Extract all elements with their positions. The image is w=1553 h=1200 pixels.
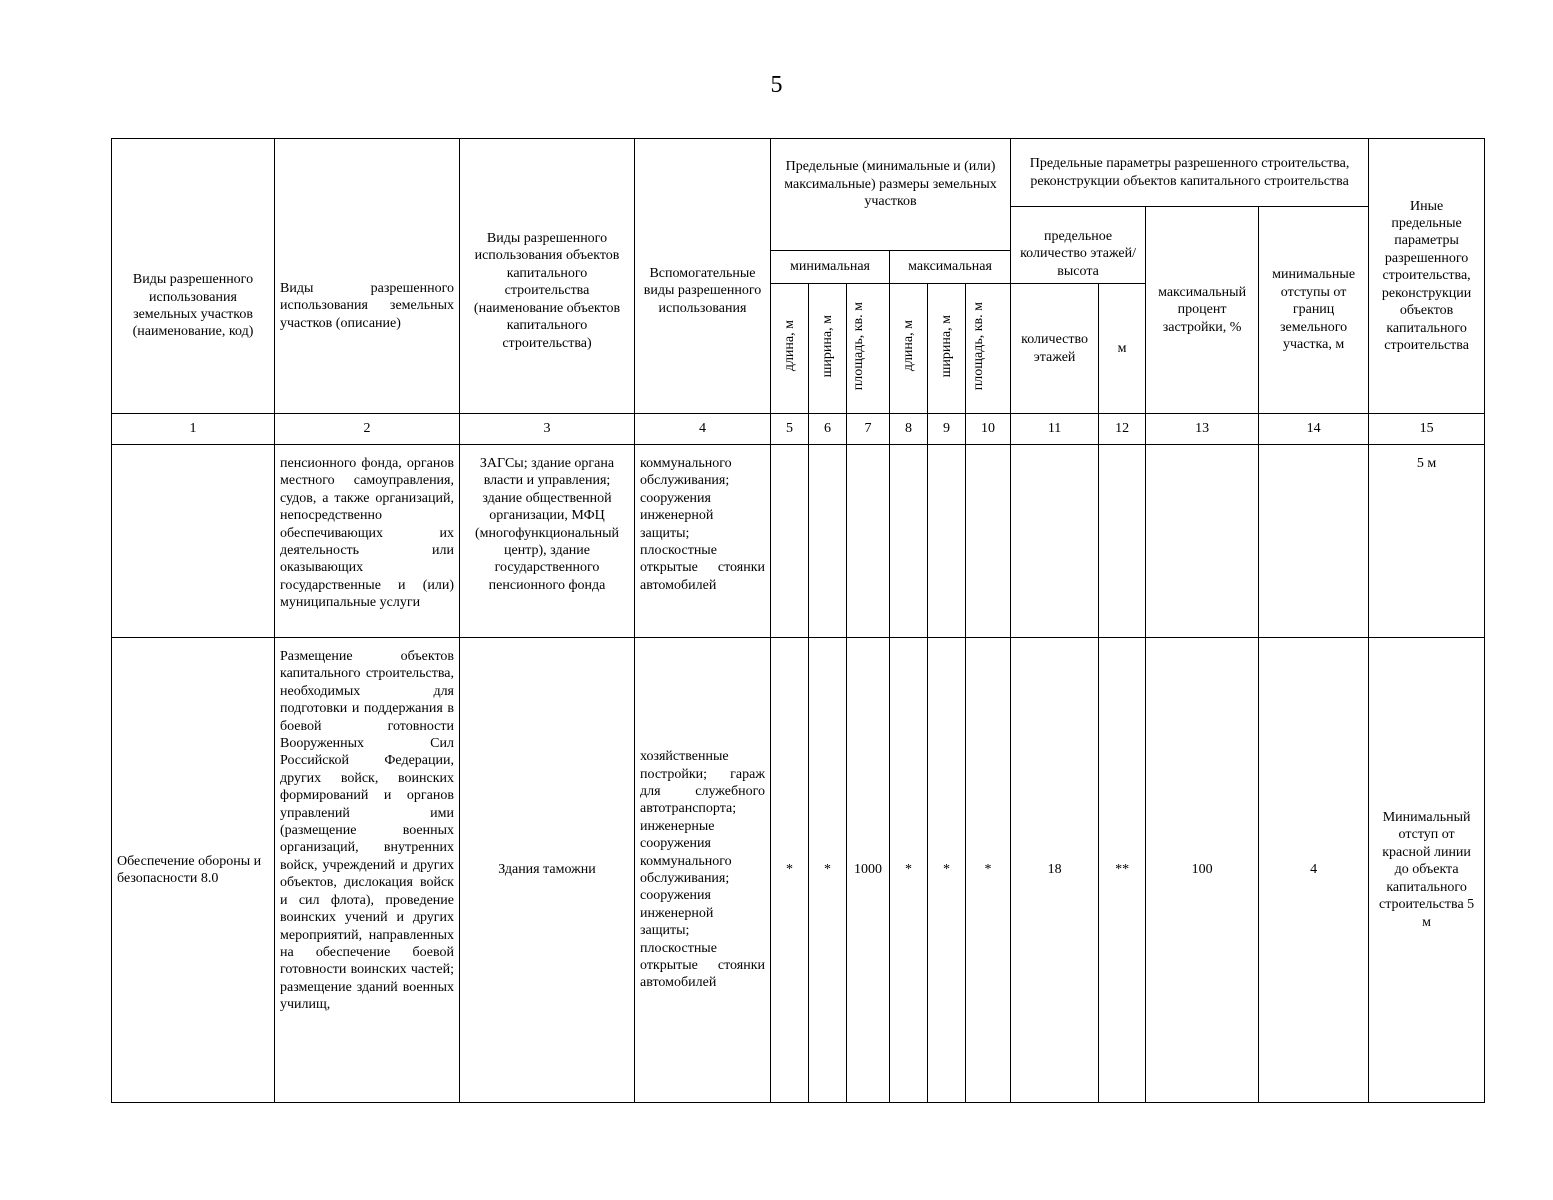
header-max-length: длина, м [890,284,928,414]
header-max-width: ширина, м [928,284,966,414]
column-number: 5 [771,414,809,445]
header-height-meters: м [1099,284,1146,414]
cell-min-setbacks: 4 [1259,638,1369,1103]
column-number: 1 [112,414,275,445]
cell-max-area [966,445,1011,638]
header-plot-size-limits: Предельные (минимальные и (или) максимальные) размеры земельных участков [771,139,1011,251]
header-land-use-name: Виды разрешенного использования земельных участков (наименование, код) [112,139,275,414]
column-number: 11 [1011,414,1099,445]
column-number: 7 [847,414,890,445]
column-number: 9 [928,414,966,445]
header-maximum: максимальная [890,251,1011,284]
land-use-regulations-table [111,138,1485,1103]
cell-auxiliary-use: коммунального обслуживания; сооружения инженерной защиты; плоскостные открытые стоянки автомобилей [635,445,771,638]
cell-land-use-name: Обеспечение обороны и безопасности 8.0 [112,638,275,1103]
cell-min-area: 1000 [847,638,890,1103]
cell-min-width: * [809,638,847,1103]
table-row [112,638,1485,1103]
column-number: 15 [1369,414,1485,445]
header-row [112,139,1485,207]
header-min-length: длина, м [771,284,809,414]
cell-min-length [771,445,809,638]
header-minimum: минимальная [771,251,890,284]
cell-height-meters [1099,445,1146,638]
column-number: 14 [1259,414,1369,445]
cell-max-length [890,445,928,638]
cell-min-setbacks [1259,445,1369,638]
header-auxiliary-use: Вспомогательные виды разрешенного использования [635,139,771,414]
header-min-area: площадь, кв. м [847,284,890,414]
column-number: 8 [890,414,928,445]
header-max-area: площадь, кв. м [966,284,1011,414]
column-number: 3 [460,414,635,445]
header-floors-count: количество этажей [1011,284,1099,414]
page-number: 5 [770,72,783,98]
column-numbers-row [112,414,1485,445]
column-number: 2 [275,414,460,445]
header-land-use-description: Виды разрешенного использования земельных участков (описание) [275,139,460,414]
header-capital-construction-use: Виды разрешенного использования объектов капитального строительства (наименование объектов капитального строительства) [460,139,635,414]
cell-max-width: * [928,638,966,1103]
header-min-width: ширина, м [809,284,847,414]
cell-max-building-percent [1146,445,1259,638]
column-number: 10 [966,414,1011,445]
cell-other-params: Минимальный отступ от красной линии до объекта капитального строительства 5 м [1369,638,1485,1103]
column-number: 12 [1099,414,1146,445]
cell-floors-count: 18 [1011,638,1099,1103]
cell-max-building-percent: 100 [1146,638,1259,1103]
cell-max-area: * [966,638,1011,1103]
column-number: 6 [809,414,847,445]
cell-auxiliary-use: хозяйственные постройки; гараж для служебного автотранспорта; инженерные сооружения коммунального обслуживания; сооружения инженерной защиты; плоскостные открытые стоянки автомобилей [635,638,771,1103]
header-min-setbacks: минимальные отступы от границ земельного участка, м [1259,207,1369,414]
header-max-building-percent: максимальный процент застройки, % [1146,207,1259,414]
cell-min-length: * [771,638,809,1103]
header-construction-params: Предельные параметры разрешенного строительства, реконструкции объектов капитального строительства [1011,139,1369,207]
cell-capital-construction-use: Здания таможни [460,638,635,1103]
cell-height-meters: ** [1099,638,1146,1103]
cell-land-use-name [112,445,275,638]
cell-min-width [809,445,847,638]
cell-capital-construction-use: ЗАГСы; здание органа власти и управления; здание общественной организации, МФЦ (многофункциональный центр), здание государственного пенсионного фонда [460,445,635,638]
cell-other-params: 5 м [1369,445,1485,638]
cell-floors-count [1011,445,1099,638]
table-row [112,445,1485,638]
header-other-params: Иные предельные параметры разрешенного строительства, реконструкции объектов капитального строительства [1369,139,1485,414]
cell-land-use-description: Размещение объектов капитального строительства, необходимых для подготовки и поддержания в боевой готовности Вооруженных Сил Российской Федерации, других войск, воинских формирований и органов управлений ими (размещение военных организаций, внутренних войск, учреждений и других объектов, дислокация войск и сил флота), проведение воинских учений и других мероприятий, направленных на обеспечение боевой готовности воинских частей; размещение зданий военных училищ, [275,638,460,1103]
cell-max-length: * [890,638,928,1103]
header-floors-height: предельное количество этажей/высота [1011,207,1146,284]
cell-max-width [928,445,966,638]
cell-land-use-description: пенсионного фонда, органов местного самоуправления, судов, а также организаций, непосредственно обеспечивающих их деятельность или оказывающих государственные и (или) муниципальные услуги [275,445,460,638]
column-number: 13 [1146,414,1259,445]
column-number: 4 [635,414,771,445]
cell-min-area [847,445,890,638]
